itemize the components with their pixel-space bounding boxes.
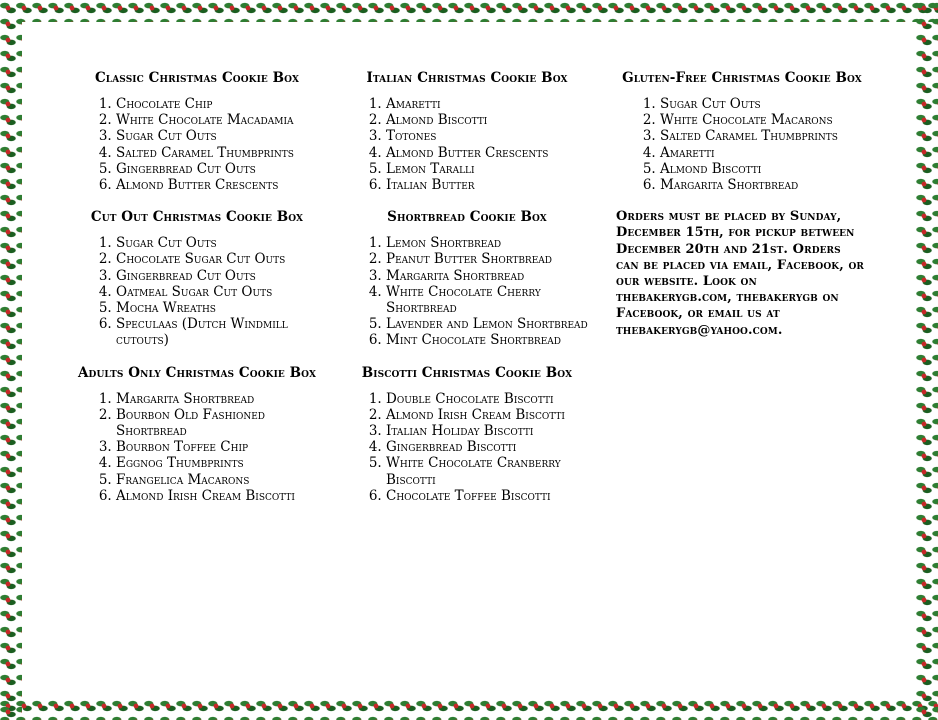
list-item: 4. Amaretti [660,145,868,161]
list-item: 2. Almond Irish Cream Biscotti [386,407,592,423]
cookie-list [616,96,868,193]
list-item: 3. Salted Caramel Thumbprints [660,128,868,144]
list-item: 1. Margarita Shortbread [116,391,322,407]
list-item: 6. Chocolate Toffee Biscotti [386,488,592,504]
list-item: 2. Almond Biscotti [386,112,592,128]
cookie-list [342,96,592,193]
list-item: 1. Amaretti [386,96,592,112]
holly-border-left [0,0,22,720]
list-item: 6. Italian Butter [386,177,592,193]
list-item: 5. Frangelica Macarons [116,472,322,488]
list-item: 5. Lavender and Lemon Shortbread [386,316,592,332]
list-item: 3. Margarita Shortbread [386,268,592,284]
list-item: 4. Gingerbread Biscotti [386,439,592,455]
holly-border-top [0,0,938,22]
list-item: 6. Speculaas (Dutch Windmill cutouts) [116,316,322,348]
list-item: 5. Gingerbread Cut Outs [116,161,322,177]
list-item: 3. Bourbon Toffee Chip [116,439,322,455]
list-item: 5. White Chocolate Cranberry Biscotti [386,455,592,487]
cookie-list [342,391,592,504]
list-item: 2. White Chocolate Macarons [660,112,868,128]
cookie-list [72,96,322,193]
list-item: 2. Chocolate Sugar Cut Outs [116,251,322,267]
list-item: 4. White Chocolate Cherry Shortbread [386,284,592,316]
holly-border-right [916,0,938,720]
list-item: 1. Sugar Cut Outs [116,235,322,251]
list-item: 3. Totones [386,128,592,144]
list-item: 1. Chocolate Chip [116,96,322,112]
list-item: 1. Sugar Cut Outs [660,96,868,112]
list-item: 3. Italian Holiday Biscotti [386,423,592,439]
holly-border-bottom [0,698,938,720]
column-3 [616,70,868,339]
section-title: Shortbread Cookie Box [387,209,547,226]
list-item: 6. Mint Chocolate Shortbread [386,332,592,348]
cookie-list [342,235,592,348]
list-item: 5. Mocha Wreaths [116,300,322,316]
list-item: 1. Double Chocolate Biscotti [386,391,592,407]
list-item: 3. Sugar Cut Outs [116,128,322,144]
section-title: Classic Christmas Cookie Box [94,70,300,86]
list-item: 4. Oatmeal Sugar Cut Outs [116,284,322,300]
cookie-list [72,391,322,504]
list-item: 2. Bourbon Old Fashioned Shortbread [116,407,322,439]
section-title: Gluten-Free Christmas Cookie Box [622,70,862,86]
section-title: Adults Only Christmas Cookie Box [77,364,317,381]
section-title: Biscotti Christmas Cookie Box [361,364,573,381]
list-item: 3. Gingerbread Cut Outs [116,268,322,284]
column-2 [342,70,592,520]
list-item: 5. Almond Biscotti [660,161,868,177]
order-instructions: Orders must be placed by Sunday, December 15th, for pickup between December 20th and 21st. Orders can be placed via email, Facebook, or our website. Look on thebakerygb.com, thebakerygb on Facebook, or email us at thebakerygb@yahoo.com. [616,209,865,338]
list-item: 4. Almond Butter Crescents [386,145,592,161]
section-title: Cut Out Christmas Cookie Box [90,209,304,226]
list-item: 4. Eggnog Thumbprints [116,455,322,471]
list-item: 2. Peanut Butter Shortbread [386,251,592,267]
list-item: 1. Lemon Shortbread [386,235,592,251]
section-title: Italian Christmas Cookie Box [366,70,568,86]
list-item: 6. Margarita Shortbread [660,177,868,193]
list-item: 4. Salted Caramel Thumbprints [116,145,322,161]
list-item: 6. Almond Irish Cream Biscotti [116,488,322,504]
cookie-list [72,235,322,348]
menu-page [22,22,916,698]
list-item: 5. Lemon Taralli [386,161,592,177]
list-item: 6. Almond Butter Crescents [116,177,322,193]
column-1 [72,70,322,520]
list-item: 2. White Chocolate Macadamia [116,112,322,128]
